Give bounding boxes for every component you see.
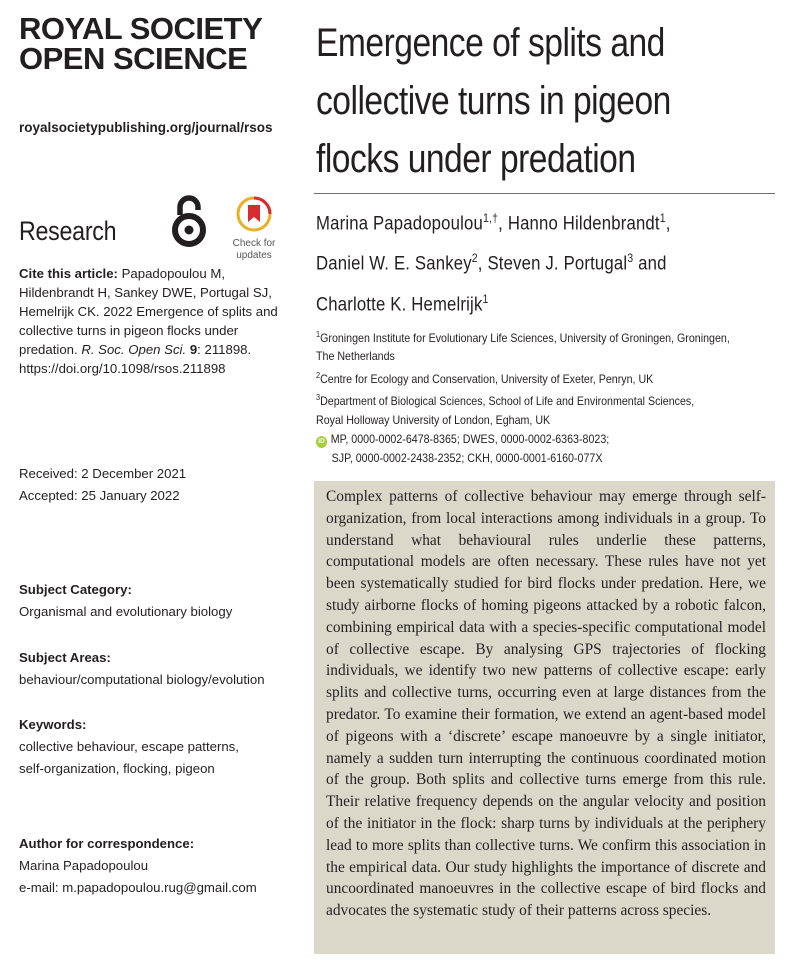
keywords-heading: Keywords: — [19, 717, 87, 732]
subject-areas-heading: Subject Areas: — [19, 650, 111, 665]
accepted-date: Accepted: 25 January 2022 — [19, 488, 180, 503]
author-conjunction: and — [633, 253, 667, 275]
abstract-text: Complex patterns of collective behaviour may emerge through self-organization, from local interactions among individuals in a group. To understand what behavioural rules underlie these patterns, computational models are often necessary. These rules have not yet been systematically studied for bird flocks under predation. Here, we study airborne flocks of homing pigeons attacked by a robotic falcon, combining empirical data with a species-specific computational model of collective escape. By analysing GPS trajectories of flocking individuals, we identify two new patterns of collective escape: early splits and collective turns, occurring even at large distances from the predator. To examine their formation, we extend an agent-based model of pigeons with a ‘discrete’ escape manoeuvre by a single initiator, namely a sudden turn interrupting the continuous coordinated motion of the group. Both splits and collective turns emerge from this rule. Their relative frequency depends on the angular velocity and position of the initiator in the flock: sharp turns by individuals at the periphery lead to more splits than collective turns. We confirm this association in the empirical data. Our study highlights the importance of discrete and uncoordinated manoeuvres in the collective escape of bird flocks and advocates the systematic study of their patterns across species. — [326, 488, 766, 920]
correspondence-email[interactable]: e-mail: m.papadopoulou.rug@gmail.com — [19, 880, 257, 895]
open-access-lock-icon — [170, 193, 212, 249]
journal-url-link[interactable]: royalsocietypublishing.org/journal/rsos — [19, 120, 273, 135]
author-name: , Hanno Hildenbrandt — [498, 213, 660, 235]
affil-number: 3 — [316, 393, 321, 403]
journal-name — [19, 11, 263, 76]
check-for-updates-icon — [236, 196, 272, 232]
subject-areas — [19, 647, 289, 691]
cite-article: : 211898. — [197, 342, 252, 357]
cite-doi-link[interactable]: https://doi.org/10.1098/rsos.211898 — [19, 361, 226, 376]
author-affil-sup: 1 — [659, 211, 666, 225]
affiliation-2: Centre for Ecology and Conservation, University of Exeter, Penryn, UK — [320, 372, 654, 386]
author-name: Marina Papadopoulou — [316, 213, 483, 235]
keywords — [19, 714, 289, 780]
subject-category-heading: Subject Category: — [19, 582, 132, 597]
updates-text-2: updates — [236, 250, 272, 261]
affiliations — [316, 326, 739, 430]
author-name: Daniel W. E. Sankey — [316, 253, 472, 275]
journal-name-line1: ROYAL SOCIETY — [19, 11, 263, 46]
subject-category — [19, 579, 289, 623]
orcid-line1[interactable]: MP, 0000-0002-6478-8365; DWES, 0000-0002-6363-8023; — [330, 433, 610, 446]
subject-category-value: Organismal and evolutionary biology — [19, 604, 233, 619]
affiliation-1-cont: The Netherlands — [316, 350, 395, 364]
author-list: Marina Papadopoulou$^{1,\dagger}$, Hanno Hildenbrandt$^1$, Daniel W. E. Sankey$^2$, Steven J. Portugal$^3$ and Charlotte K. Hemelrijk$^1$ — [316, 211, 671, 315]
correspondence-name: Marina Papadopoulou — [19, 858, 149, 873]
cite-label: Cite this article: — [19, 266, 118, 281]
author-affil-sup: 1,† — [482, 211, 499, 225]
received-date: Received: 2 December 2021 — [19, 466, 187, 481]
author-name: Charlotte K. Hemelrijk — [316, 293, 483, 315]
article-type-label: Research — [19, 216, 117, 246]
check-for-updates-badge[interactable] — [226, 196, 282, 261]
affiliation-3: Department of Biological Sciences, School of Life and Environmental Sciences, — [320, 395, 695, 409]
keywords-line2: self-organization, flocking, pigeon — [19, 761, 215, 776]
title-line: flocks under predation — [316, 137, 636, 181]
author-affil-sup: 3 — [627, 251, 634, 266]
citation-block — [19, 264, 284, 378]
orcid-line2[interactable]: SJP, 0000-0002-2438-2352; CKH, 0000-0001-6160-077X — [331, 452, 603, 465]
orcid-block — [316, 430, 739, 468]
keywords-line1: collective behaviour, escape patterns, — [19, 739, 239, 754]
journal-name-line2: OPEN SCIENCE — [19, 41, 248, 76]
author-name: , Steven J. Portugal — [477, 253, 628, 275]
author-affil-sup: 1 — [482, 291, 489, 306]
cite-text: Papadopoulou M, Hildenbrandt H, Sankey DWE, Portugal SJ, Hemelrijk CK. 2022 Emergence of splits and collective turns in pigeon flocks under predation. — [19, 266, 278, 357]
cite-journal: R. Soc. Open Sci. — [81, 342, 187, 357]
correspondence-heading: Author for correspondence: — [19, 836, 195, 851]
updates-text-1: Check for — [232, 238, 276, 249]
affiliation-3-cont: Royal Holloway University of London, Egham, UK — [316, 413, 551, 427]
dates-block — [19, 463, 186, 507]
subject-areas-value: behaviour/computational biology/evolution — [19, 672, 265, 687]
author-affil-sup: 2 — [471, 251, 478, 266]
article-title — [316, 14, 686, 188]
affiliation-1: Groningen Institute for Evolutionary Life Sciences, University of Groningen, Groningen, — [320, 331, 730, 345]
title-line: collective turns in pigeon — [316, 79, 671, 123]
cite-volume: 9 — [189, 342, 198, 357]
affil-number: 1 — [316, 330, 321, 339]
affil-number: 2 — [316, 370, 321, 380]
orcid-icon[interactable]: iD — [316, 436, 327, 448]
title-divider — [314, 193, 775, 194]
correspondence — [19, 833, 289, 899]
title-line: Emergence of splits and — [316, 21, 665, 65]
